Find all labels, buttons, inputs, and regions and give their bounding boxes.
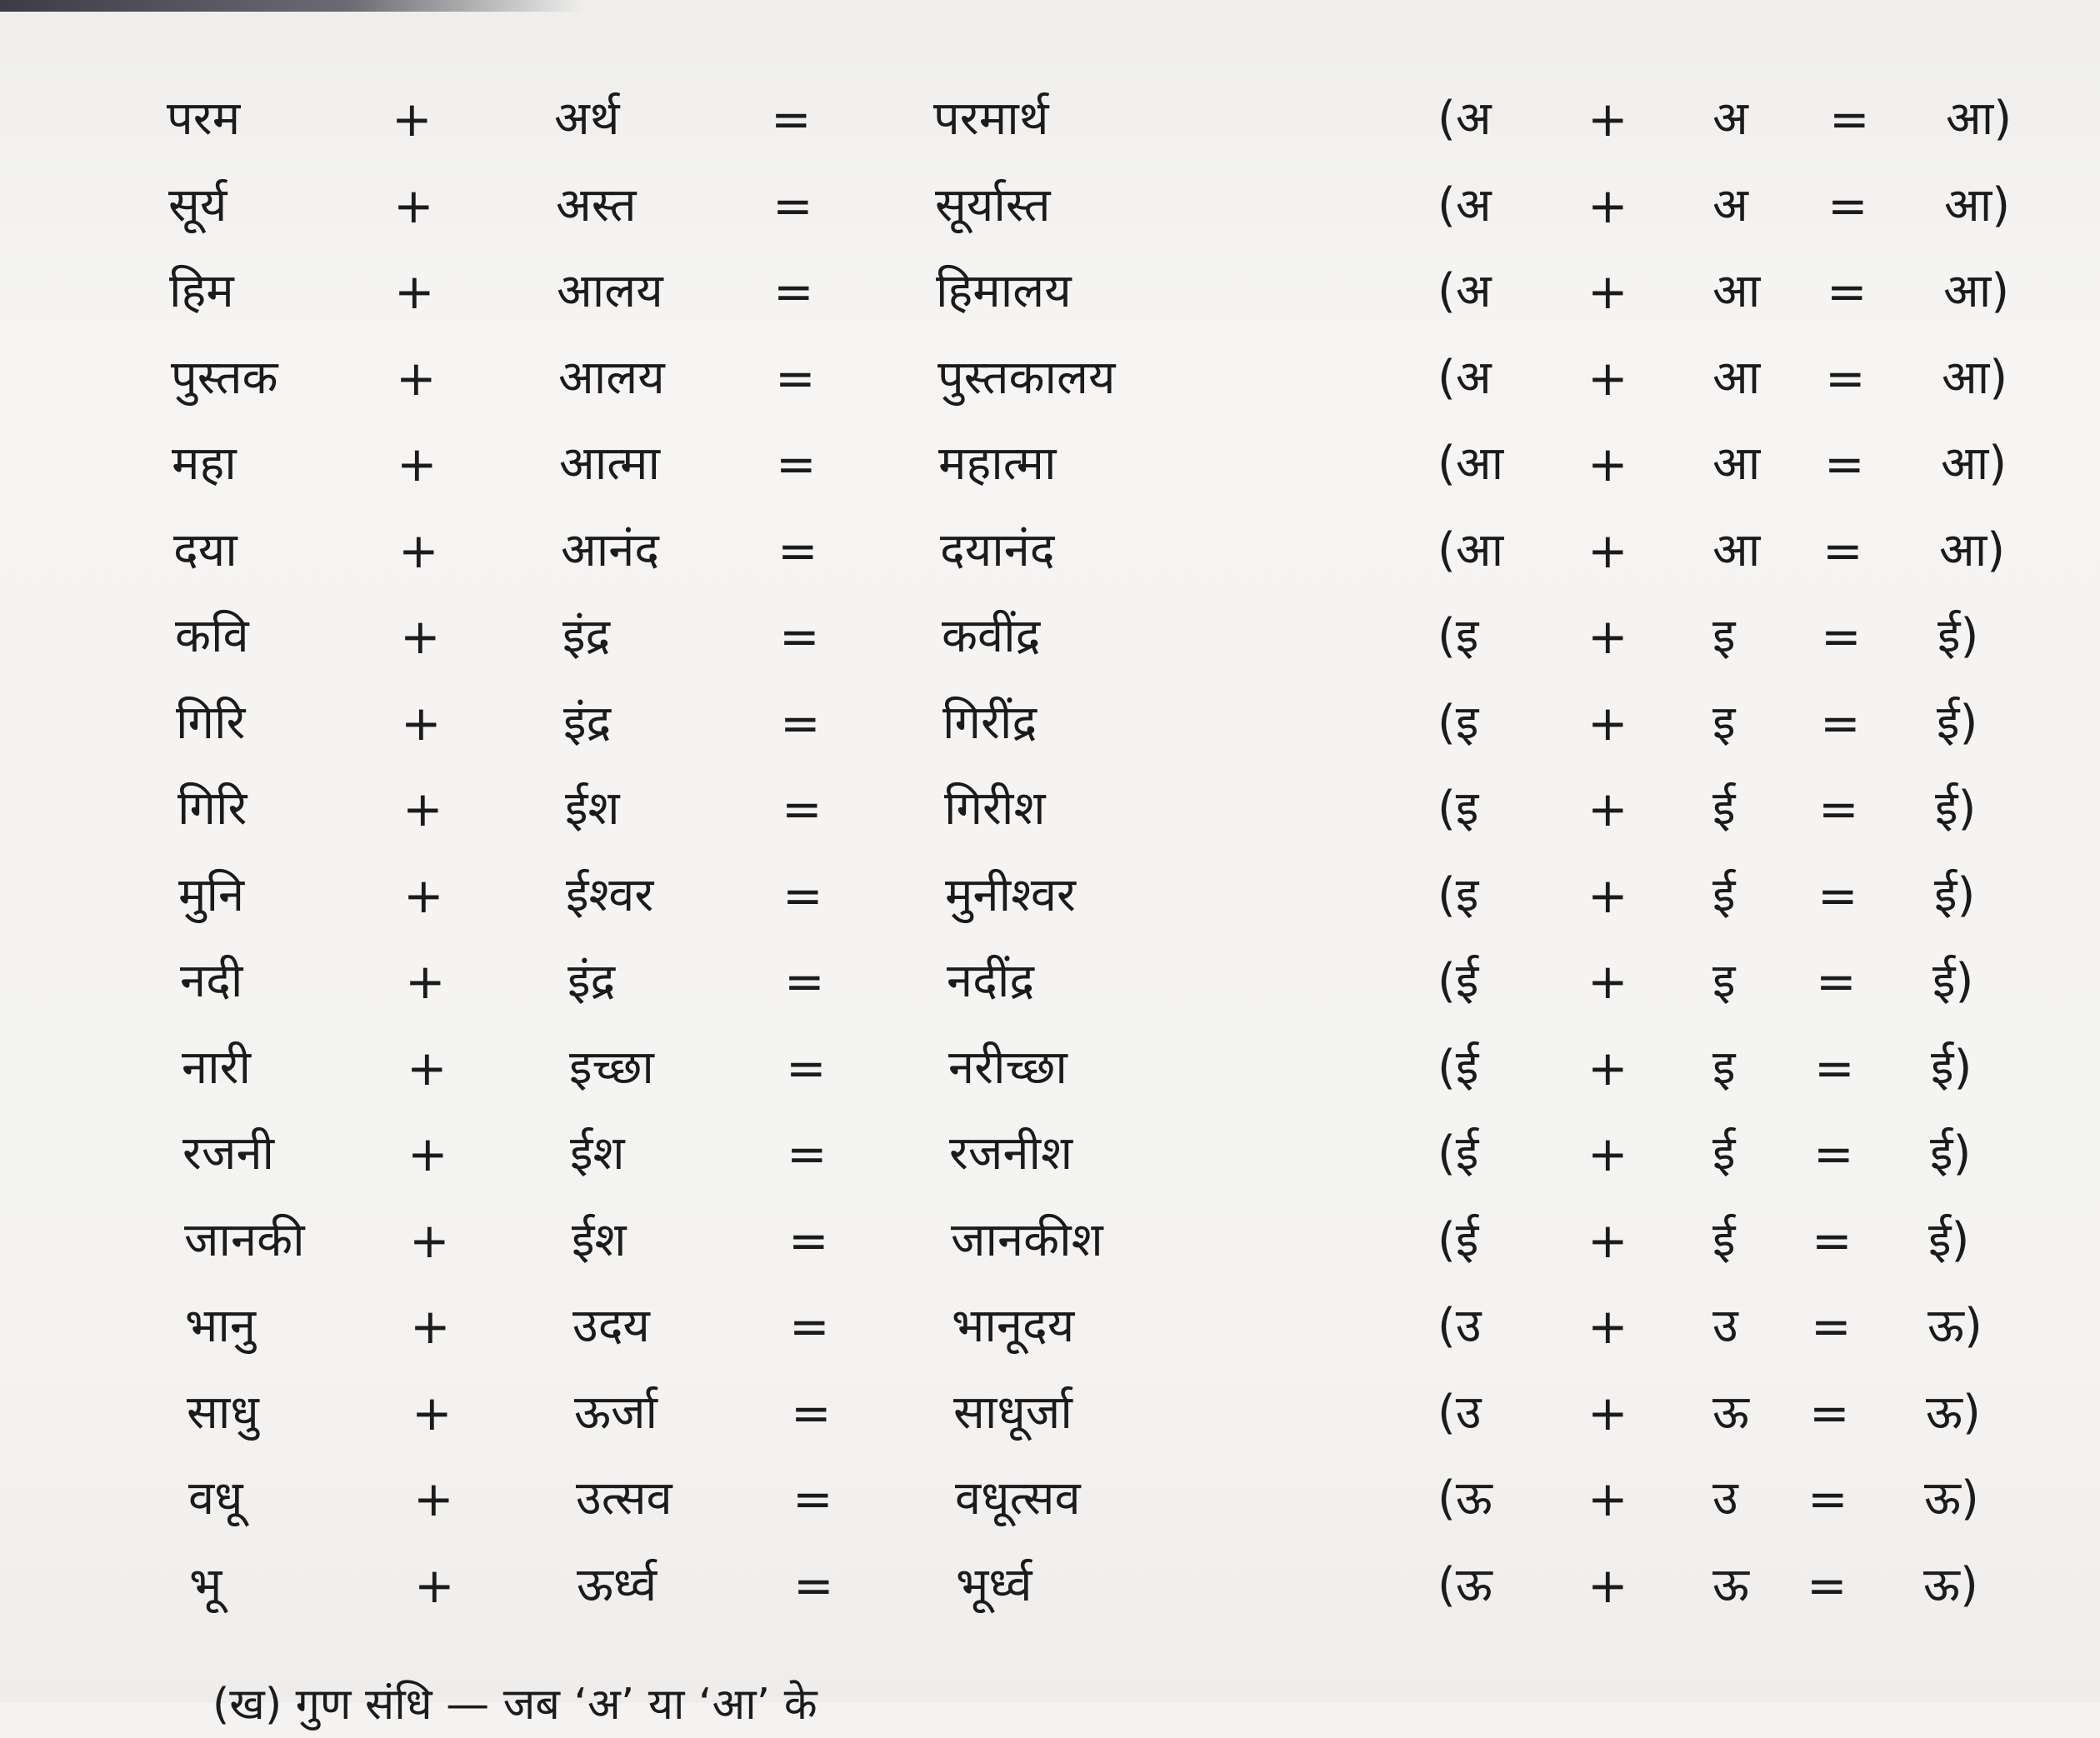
vowel-equals-sign: = xyxy=(1809,1384,1850,1441)
second-word: इच्छा xyxy=(569,1040,654,1095)
plus-sign: + xyxy=(410,1298,451,1355)
result-word: महात्मा xyxy=(938,437,1057,491)
vowel-plus-sign: + xyxy=(1588,263,1628,320)
equals-sign: = xyxy=(782,781,822,837)
result-word: जानकीश xyxy=(951,1212,1103,1267)
equals-sign: = xyxy=(776,436,817,492)
result-vowel: आ) xyxy=(1939,522,2006,577)
equals-sign: = xyxy=(773,263,814,320)
second-vowel: इ xyxy=(1712,695,1736,750)
vowel-plus-sign: + xyxy=(1588,1298,1628,1355)
equals-sign: = xyxy=(792,1471,833,1527)
result-vowel: ऊ) xyxy=(1923,1557,1978,1612)
plus-sign: + xyxy=(405,953,446,1010)
table-row xyxy=(0,250,2100,333)
plus-sign: + xyxy=(397,436,438,492)
result-vowel: ई) xyxy=(1928,1212,1970,1267)
equals-sign: = xyxy=(784,953,825,1010)
plus-sign: + xyxy=(403,867,444,924)
vowel-equals-sign: = xyxy=(1818,781,1859,837)
equals-sign: = xyxy=(778,522,818,579)
table-row xyxy=(0,337,2100,420)
second-vowel: ई xyxy=(1712,1126,1736,1181)
second-word: इंद्र xyxy=(563,695,612,750)
result-vowel: आ) xyxy=(1941,437,2008,491)
first-vowel: (इ xyxy=(1438,609,1479,663)
second-vowel: इ xyxy=(1712,954,1736,1008)
first-word: भू xyxy=(189,1557,222,1612)
vowel-plus-sign: + xyxy=(1588,1384,1628,1441)
second-vowel: इ xyxy=(1712,1040,1736,1095)
table-row xyxy=(0,595,2100,678)
plus-sign: + xyxy=(412,1384,452,1441)
second-vowel: इ xyxy=(1712,609,1736,663)
table-row xyxy=(0,509,2100,592)
table-row xyxy=(0,1371,2100,1455)
first-word: गिरि xyxy=(176,695,246,750)
vowel-equals-sign: = xyxy=(1822,522,1863,579)
vowel-plus-sign: + xyxy=(1588,1126,1628,1182)
first-word: नदी xyxy=(180,954,243,1008)
second-word: आत्मा xyxy=(559,437,660,491)
second-word: ऊर्ध्व xyxy=(577,1557,658,1612)
first-vowel: (ई xyxy=(1438,954,1479,1008)
vowel-equals-sign: = xyxy=(1827,263,1868,320)
second-word: इंद्र xyxy=(568,954,616,1008)
second-word: उत्सव xyxy=(576,1471,672,1526)
vowel-plus-sign: + xyxy=(1588,1471,1628,1527)
vowel-equals-sign: = xyxy=(1829,91,1870,147)
first-vowel: (उ xyxy=(1438,1385,1482,1440)
equals-sign: = xyxy=(787,1126,828,1182)
second-word: ईश xyxy=(565,782,620,836)
vowel-plus-sign: + xyxy=(1588,522,1628,579)
equals-sign: = xyxy=(786,1039,827,1096)
result-vowel: आ) xyxy=(1944,177,2011,232)
table-row xyxy=(0,422,2100,506)
vowel-equals-sign: = xyxy=(1807,1556,1848,1614)
second-word: ईश xyxy=(570,1126,625,1181)
plus-sign: + xyxy=(393,177,434,234)
equals-sign: = xyxy=(788,1211,829,1269)
result-vowel: ई) xyxy=(1938,609,1979,663)
plus-sign: + xyxy=(400,608,441,665)
table-row xyxy=(0,1457,2100,1541)
plus-sign: + xyxy=(409,1211,450,1269)
result-word: सूर्यास्त xyxy=(935,177,1051,232)
vowel-plus-sign: + xyxy=(1588,1211,1628,1269)
vowel-plus-sign: + xyxy=(1588,867,1628,924)
vowel-equals-sign: = xyxy=(1808,1471,1848,1527)
result-vowel: आ) xyxy=(1942,350,2008,405)
second-vowel: ई xyxy=(1712,782,1736,836)
table-row xyxy=(0,1199,2100,1282)
result-vowel: ई) xyxy=(1930,1126,1972,1181)
vowel-plus-sign: + xyxy=(1588,781,1628,837)
second-vowel: ऊ xyxy=(1712,1385,1749,1440)
result-word: हिमालय xyxy=(936,264,1072,318)
vowel-plus-sign: + xyxy=(1588,1556,1628,1614)
first-vowel: (ई xyxy=(1438,1212,1479,1267)
second-word: आनंद xyxy=(561,522,660,577)
result-word: दयानंद xyxy=(940,522,1055,577)
first-vowel: (ई xyxy=(1438,1040,1479,1095)
equals-sign: = xyxy=(793,1556,834,1614)
first-word: साधु xyxy=(187,1385,259,1440)
plus-sign: + xyxy=(394,263,435,320)
vowel-equals-sign: = xyxy=(1814,1039,1855,1096)
second-vowel: आ xyxy=(1712,522,1761,577)
equals-sign: = xyxy=(771,91,812,147)
plus-sign: + xyxy=(392,91,432,147)
second-vowel: अ xyxy=(1712,92,1748,146)
vowel-equals-sign: = xyxy=(1821,608,1862,665)
plus-sign: + xyxy=(401,694,442,752)
vowel-equals-sign: = xyxy=(1820,694,1861,752)
first-vowel: (ऊ xyxy=(1438,1557,1492,1612)
vowel-equals-sign: = xyxy=(1825,349,1866,407)
first-word: जानकी xyxy=(184,1212,305,1267)
first-vowel: (इ xyxy=(1438,867,1479,922)
vowel-plus-sign: + xyxy=(1588,91,1628,147)
equals-sign: = xyxy=(780,694,821,752)
first-word: भानु xyxy=(185,1299,256,1353)
vowel-equals-sign: = xyxy=(1824,436,1865,492)
result-word: भूर्ध्व xyxy=(956,1557,1032,1612)
first-vowel: (उ xyxy=(1438,1299,1482,1353)
second-word: अर्थ xyxy=(554,92,620,146)
table-row xyxy=(0,1285,2100,1368)
equals-sign: = xyxy=(782,867,823,924)
second-vowel: ई xyxy=(1712,1212,1736,1267)
result-word: भानूदय xyxy=(952,1299,1075,1353)
result-word: रजनीश xyxy=(949,1126,1073,1181)
second-word: ईश्वर xyxy=(566,867,654,922)
result-vowel: ई) xyxy=(1935,782,1977,836)
table-row xyxy=(0,682,2100,765)
vowel-plus-sign: + xyxy=(1588,436,1628,492)
table-row xyxy=(0,1026,2100,1110)
plus-sign: + xyxy=(398,522,439,579)
result-word: मुनीश्वर xyxy=(945,867,1076,922)
first-word: गिरि xyxy=(178,782,248,836)
first-word: महा xyxy=(172,437,237,491)
first-vowel: (अ xyxy=(1438,350,1492,405)
table-row xyxy=(0,164,2100,247)
result-word: नदींद्र xyxy=(947,954,1035,1008)
first-vowel: (इ xyxy=(1438,695,1479,750)
result-word: साधूर्जा xyxy=(953,1385,1072,1440)
plus-sign: + xyxy=(413,1471,454,1527)
result-word: गिरीश xyxy=(944,782,1046,836)
first-vowel: (अ xyxy=(1438,92,1492,146)
vowel-plus-sign: + xyxy=(1588,349,1628,407)
equals-sign: = xyxy=(789,1298,830,1355)
plus-sign: + xyxy=(407,1039,448,1096)
result-vowel: ई) xyxy=(1937,695,1978,750)
result-vowel: आ) xyxy=(1946,92,2012,146)
result-vowel: ई) xyxy=(1931,1040,1972,1095)
first-word: नारी xyxy=(182,1040,251,1095)
vowel-equals-sign: = xyxy=(1828,177,1868,234)
vowel-plus-sign: + xyxy=(1588,177,1628,234)
vowel-equals-sign: = xyxy=(1811,1298,1852,1355)
table-row xyxy=(0,1544,2100,1627)
table-row xyxy=(0,940,2100,1023)
second-word: आलय xyxy=(558,350,665,405)
vowel-equals-sign: = xyxy=(1813,1126,1854,1182)
first-word: रजनी xyxy=(182,1126,275,1181)
first-word: परम xyxy=(167,92,241,146)
first-word: मुनि xyxy=(178,867,245,922)
plus-sign: + xyxy=(408,1126,448,1182)
equals-sign: = xyxy=(775,349,816,407)
equals-sign: = xyxy=(772,177,813,234)
result-word: नरीच्छा xyxy=(948,1040,1068,1095)
second-vowel: आ xyxy=(1712,264,1761,318)
second-vowel: उ xyxy=(1712,1471,1738,1526)
first-word: सूर्य xyxy=(168,177,228,232)
result-word: पुस्तकालय xyxy=(938,350,1116,405)
result-vowel: ऊ) xyxy=(1928,1299,1982,1353)
vowel-plus-sign: + xyxy=(1588,608,1628,665)
result-vowel: ई) xyxy=(1934,867,1976,922)
table-row xyxy=(0,854,2100,937)
first-vowel: (आ xyxy=(1438,437,1504,491)
vowel-plus-sign: + xyxy=(1588,953,1628,1010)
result-vowel: आ) xyxy=(1943,264,2010,318)
result-vowel: ऊ) xyxy=(1924,1471,1979,1526)
first-word: हिम xyxy=(169,264,234,318)
result-word: वधूत्सव xyxy=(955,1471,1081,1526)
result-vowel: ई) xyxy=(1932,954,1974,1008)
second-vowel: ऊ xyxy=(1712,1557,1749,1612)
first-word: दया xyxy=(173,522,238,577)
equals-sign: = xyxy=(779,608,820,665)
first-vowel: (ऊ xyxy=(1438,1471,1492,1526)
equals-sign: = xyxy=(791,1384,832,1441)
vowel-plus-sign: + xyxy=(1588,694,1628,752)
second-word: आलय xyxy=(557,264,663,318)
plus-sign: + xyxy=(402,781,443,837)
first-vowel: (अ xyxy=(1438,264,1492,318)
vowel-equals-sign: = xyxy=(1818,867,1858,924)
plus-sign: + xyxy=(396,349,437,407)
second-vowel: उ xyxy=(1712,1299,1738,1353)
second-word: उदय xyxy=(572,1299,650,1353)
result-vowel: ऊ) xyxy=(1926,1385,1981,1440)
first-vowel: (ई xyxy=(1438,1126,1479,1181)
second-word: ईश xyxy=(572,1212,627,1267)
vowel-plus-sign: + xyxy=(1588,1039,1628,1096)
vowel-equals-sign: = xyxy=(1816,953,1857,1010)
first-vowel: (आ xyxy=(1438,522,1504,577)
second-vowel: ई xyxy=(1712,867,1736,922)
second-word: इंद्र xyxy=(562,609,611,663)
first-vowel: (अ xyxy=(1438,177,1492,232)
table-row xyxy=(0,1112,2100,1196)
second-word: अस्त xyxy=(556,177,637,232)
second-word: ऊर्जा xyxy=(574,1385,658,1440)
table-row xyxy=(0,77,2100,161)
section-heading-partial: (ख) गुण संधि — जब ‘अ’ या ‘आ’ के xyxy=(212,1680,818,1730)
first-word: पुस्तक xyxy=(171,350,278,405)
plus-sign: + xyxy=(414,1556,455,1614)
first-vowel: (इ xyxy=(1438,782,1479,836)
result-word: परमार्थ xyxy=(933,92,1049,146)
table-row xyxy=(0,767,2100,851)
first-word: वधू xyxy=(188,1471,243,1526)
second-vowel: अ xyxy=(1712,177,1748,232)
first-word: कवि xyxy=(175,609,249,663)
second-vowel: आ xyxy=(1712,437,1761,491)
vowel-equals-sign: = xyxy=(1812,1211,1852,1269)
result-word: गिरींद्र xyxy=(942,695,1038,750)
result-word: कवींद्र xyxy=(942,609,1041,663)
second-vowel: आ xyxy=(1712,350,1761,405)
